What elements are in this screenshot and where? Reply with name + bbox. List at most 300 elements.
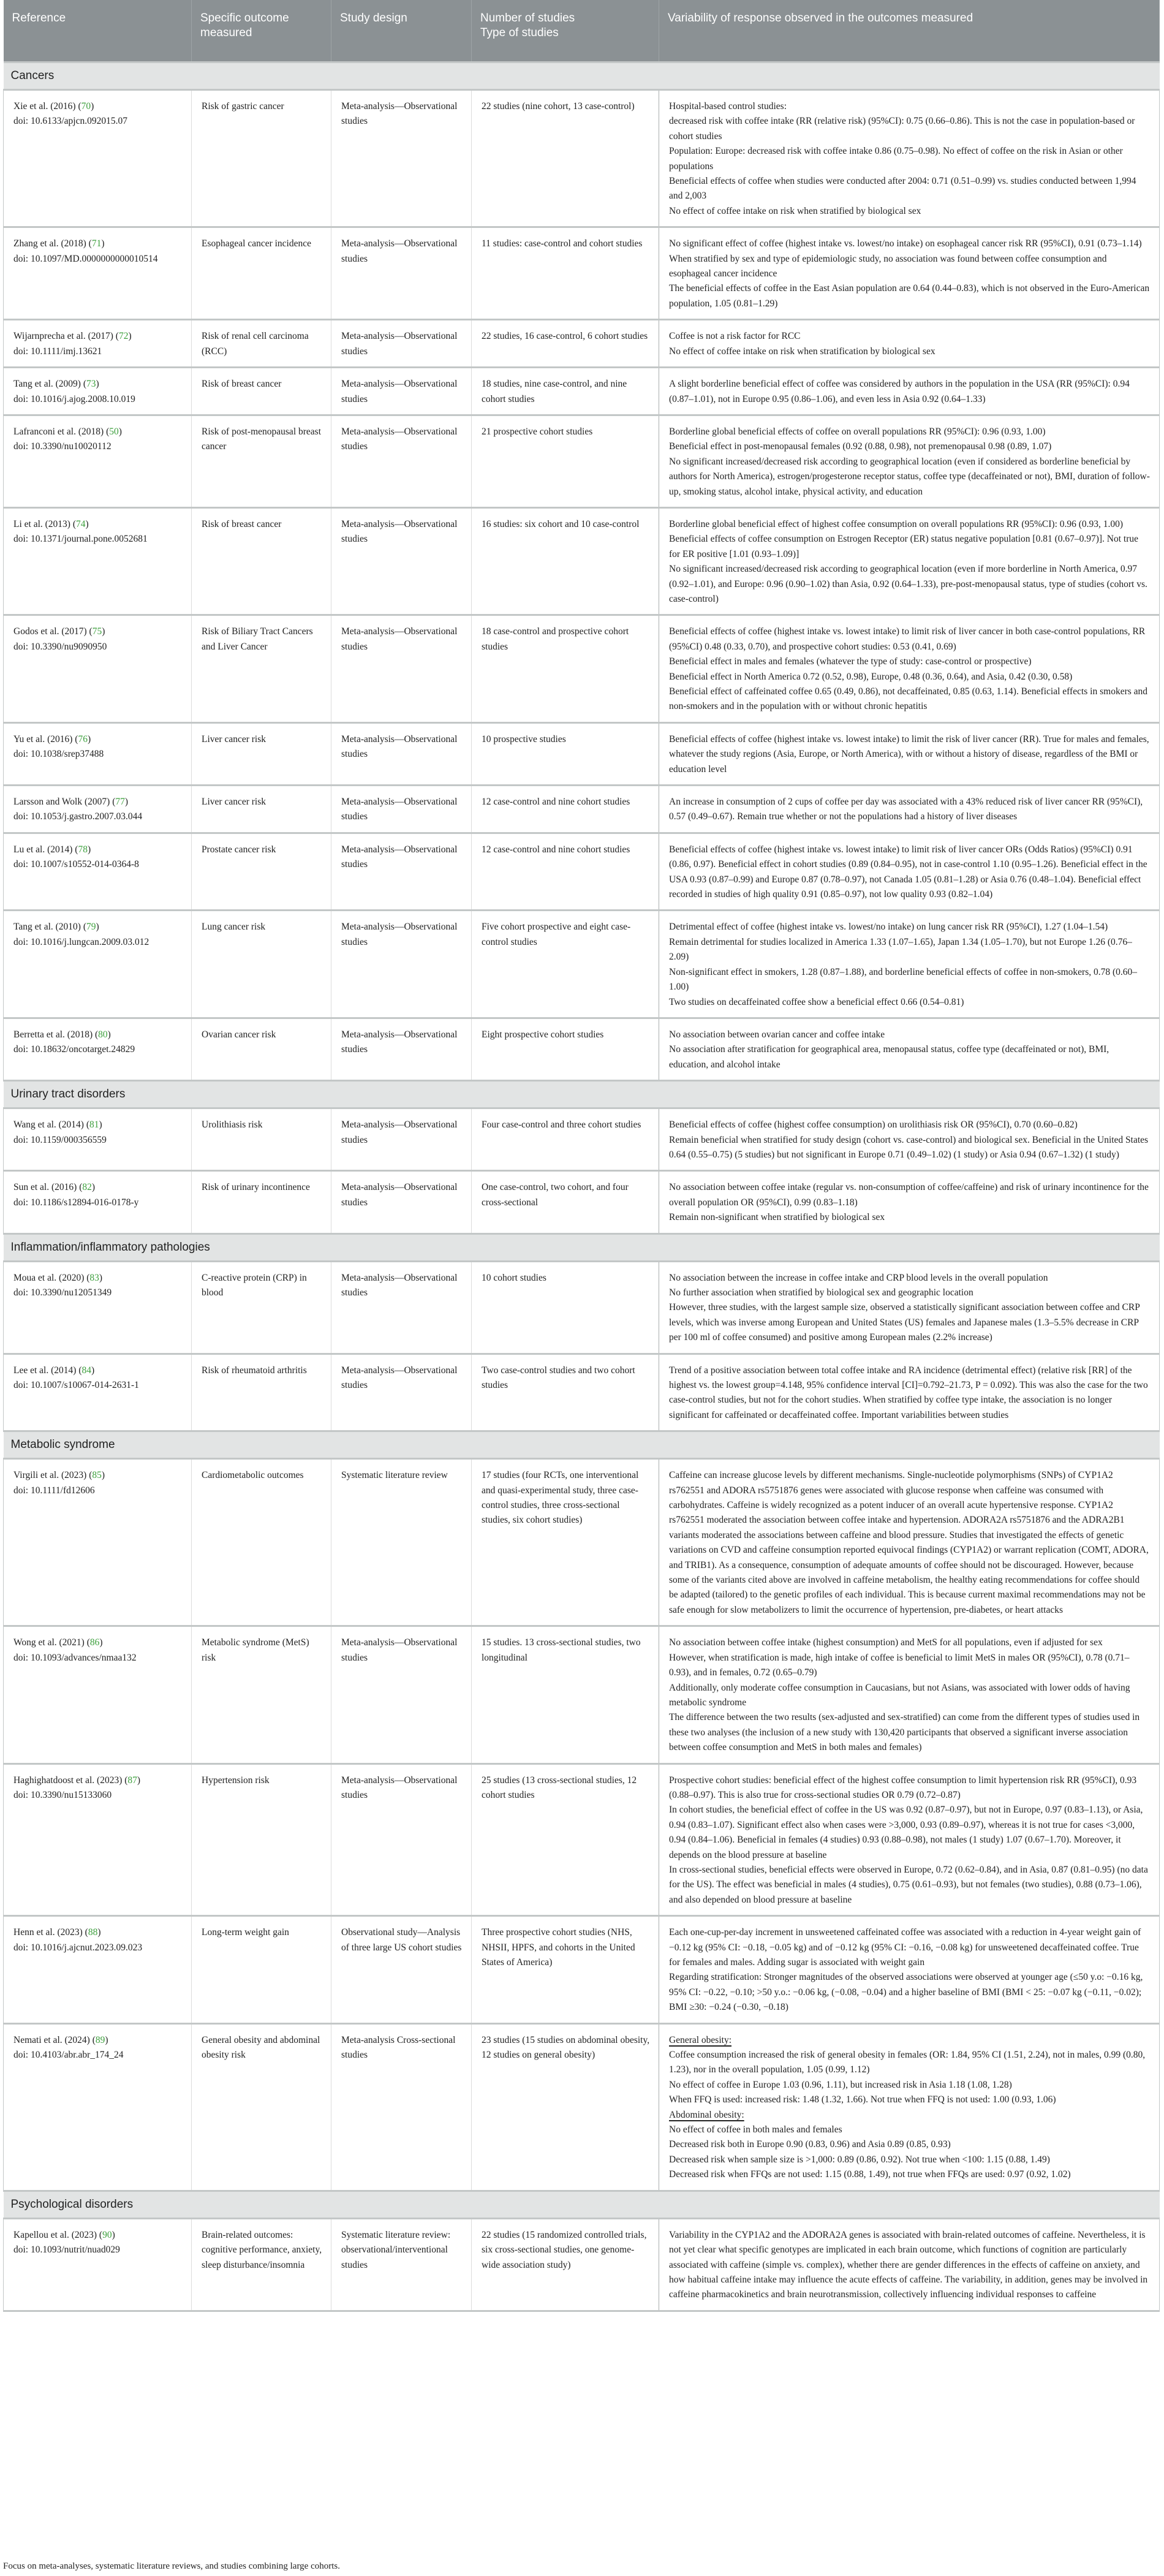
outcome-cell: Risk of breast cancer (192, 507, 331, 615)
design-cell: Meta-analysis—Observational studies (331, 415, 472, 507)
reference-cell (4, 1354, 192, 1431)
reference-doi: doi: 10.4103/abr.abr_174_24 (13, 2050, 124, 2061)
variability-paragraph: However, when stratification is made, high intake of coffee is beneficial to limit MetS in males OR (95%CI), 0.78 (0.71–0.93), and in females, 0.72 (0.65–0.79) (669, 1652, 1130, 1678)
variability-cell (659, 368, 1160, 415)
table-row (4, 415, 1160, 507)
reference-cell (4, 90, 192, 227)
variability-paragraph: Detrimental effect of coffee (highest intake vs. lowest/no intake) on lung cancer risk RR (95%CI), 1.27 (1.04–1.54) (669, 922, 1108, 933)
variability-cell (659, 1108, 1160, 1171)
reference-number-link[interactable]: 86 (89, 1637, 100, 1648)
design-cell: Meta-analysis Cross-sectional studies (331, 2023, 472, 2191)
design-cell: Meta-analysis—Observational studies (331, 368, 472, 415)
variability-subheading: General obesity: (669, 2034, 732, 2045)
table-row (4, 1261, 1160, 1354)
outcome-cell: Risk of renal cell carcinoma (RCC) (192, 320, 331, 368)
reference-number-link[interactable]: 76 (78, 733, 88, 744)
variability-paragraph: Non-significant effect in smokers, 1.28 (0.87–1.88), and borderline beneficial effects of coffee in non-smokers, 0.78 (0.60–1.00) (669, 966, 1138, 993)
variability-cell (659, 1354, 1160, 1431)
section-row (4, 1081, 1160, 1108)
variability-paragraph: Variability in the CYP1A2 and the ADORA2A genes is associated with brain-related outcomes of caffeine. Nevertheless, it is not yet clear what specific genotypes are implicated in each brain outcome, which functions of cognition are particularly associated with caffeine (simple vs. complex), whether there are gender differences in the effects of caffeine on anxiety, and how habitual caffeine intake may influence the acute effects of caffeine. The variability, in addition, genes may be involved in caffeine pharmacokinetics and brain neurotransmission, collectively influencing individual responses to caffeine (669, 2229, 1148, 2300)
variability-paragraph: Beneficial effects of coffee (highest intake vs. lowest intake) to limit risk of liver cancer in both case-control populations, RR (95%CI) 0.48 (0.33, 0.70), and prospective cohort studies: 0.53 (0.41, 0.69) (669, 626, 1146, 652)
reference-cell (4, 2218, 192, 2311)
reference-citation: Wijarnprecha et al. (2017) (72) (13, 331, 132, 342)
variability-paragraph: Caffeine can increase glucose levels by different mechanisms. Single-nucleotide polymorphisms (SNPs) of CYP1A2 rs762551 and ADORA rs5751876 genes were associated with glucose response when caffeine was consumed with carbohydrates. Caffeine is widely recognized as a potent inducer of an overall acute hypertensive response. CYP1A2 rs762551 moderated the association between coffee intake and hypertension. ADORA2A rs5751876 and the ADRA2B1 variants moderated the associations between caffeine and blood pressure. Studies that investigated the effects of genetic variations on CVD and caffeine consumption reported equivocal findings (CYP1A2) or warrant replication (COMT, ADORA, and TRIB1). As a consequence, consumption of adequate amounts of coffee should not be discouraged. However, because some of the variants cited above are involved in caffeine metabolism, the healthy eating recommendations for coffee should be adapted (tailored) to the genetic profiles of each individual. This is because current maximal recommendations may not be safe enough for slow metabolizers to limit the occurrence of hypertension, pre-diabetes, or heart attacks (669, 1470, 1149, 1615)
number-of-studies-cell: 23 studies (15 studies on abdominal obesity, 12 studies on general obesity) (472, 2023, 659, 2191)
variability-paragraph: Trend of a positive association between total coffee intake and RA incidence (detrimental effect) (relative risk [RR] of the highest vs. the lowest group=4.148, 95% confidence interval [CI]=0.792–21.73, P = 0.092). This was also the case for the two case-control studies, but not for the cohort studies. When stratified by coffee type intake, the association is no longer significant for caffeinated or decaffeinated coffee. Important variabilities between studies (669, 1365, 1148, 1420)
reference-number-link[interactable]: 85 (92, 1470, 102, 1481)
reference-number-link[interactable]: 70 (81, 101, 91, 112)
number-of-studies-cell: Eight prospective cohort studies (472, 1018, 659, 1080)
design-cell: Meta-analysis—Observational studies (331, 227, 472, 320)
reference-author: Tang et al. (2010) (13, 922, 81, 933)
reference-cell (4, 1763, 192, 1916)
section-title: Cancers (4, 63, 1160, 90)
variability-cell (659, 1018, 1160, 1080)
variability-paragraph: No association between ovarian cancer and coffee intake (669, 1029, 885, 1040)
variability-paragraph: In cross-sectional studies, beneficial effects were observed in Europe, 0.72 (0.62–0.84), and in Asia, 0.87 (0.81–0.95) (no data for the US). The effect was beneficial in males (4 studies), 0.75 (0.61–0.93), but not females (two studies), 0.88 (0.73–1.06), and also depended on blood pressure at baseline (669, 1864, 1148, 1905)
outcome-cell: Risk of post-menopausal breast cancer (192, 415, 331, 507)
header-reference-label: Reference (12, 12, 66, 25)
reference-cell (4, 1916, 192, 2023)
reference-citation: Godos et al. (2017) (75) (13, 626, 105, 637)
number-of-studies-cell: 18 studies, nine case-control, and nine cohort studies (472, 368, 659, 415)
number-of-studies-cell: 21 prospective cohort studies (472, 415, 659, 507)
variability-cell (659, 1626, 1160, 1763)
number-of-studies-cell: 16 studies: six cohort and 10 case-control (472, 507, 659, 615)
table-row (4, 507, 1160, 615)
reference-number-link[interactable]: 83 (89, 1272, 99, 1283)
reference-cell (4, 2023, 192, 2191)
variability-paragraph: No association after stratification for geographical area, menopausal status, coffee type (decaffeinated or not), BMI, education, and alcohol intake (669, 1044, 1109, 1070)
reference-author: Moua et al. (2020) (13, 1272, 85, 1283)
variability-paragraph: When stratified by sex and type of epidemiologic study, no association was found between coffee consumption and esophageal cancer incidence (669, 253, 1107, 279)
variability-paragraph: The beneficial effects of coffee in the East Asian population are 0.64 (0.44–0.83), which is not observed in the Euro-American population, 1.05 (0.81–1.29) (669, 283, 1150, 309)
header-variability (659, 0, 1160, 63)
design-cell: Meta-analysis—Observational studies (331, 1354, 472, 1431)
reference-doi: doi: 10.1371/journal.pone.0052681 (13, 534, 148, 545)
variability-cell (659, 320, 1160, 368)
variability-paragraph: Decreased risk when sample size is >1,000: 0.89 (0.86, 0.92). Not true when <100: 1.15 (0.88, 1.49) (669, 2154, 1050, 2165)
reference-cell (4, 615, 192, 722)
reference-author: Virgili et al. (2023) (13, 1470, 87, 1481)
variability-paragraph: Decreased risk both in Europe 0.90 (0.83, 0.96) and Asia 0.89 (0.85, 0.93) (669, 2139, 951, 2150)
table-row (4, 2023, 1160, 2191)
number-of-studies-cell: Five cohort prospective and eight case-control studies (472, 911, 659, 1018)
variability-cell (659, 1261, 1160, 1354)
reference-cell (4, 1171, 192, 1233)
reference-cell (4, 227, 192, 320)
number-of-studies-cell: 22 studies (nine cohort, 13 case-control) (472, 90, 659, 227)
reference-citation: Berretta et al. (2018) (80) (13, 1029, 111, 1040)
outcome-cell: Prostate cancer risk (192, 833, 331, 911)
reference-number-link[interactable]: 87 (127, 1775, 137, 1786)
number-of-studies-cell: Two case-control studies and two cohort studies (472, 1354, 659, 1431)
reference-author: Kapellou et al. (2023) (13, 2229, 97, 2240)
reference-doi: doi: 10.1016/j.ajcnut.2023.09.023 (13, 1942, 143, 1953)
variability-cell (659, 1763, 1160, 1916)
reference-cell (4, 368, 192, 415)
variability-paragraph: Beneficial effect in post-menopausal females (0.92 (0.88, 0.98), not premenopausal 0.98 (0.89, 1.07) (669, 441, 1052, 452)
reference-doi: doi: 10.1111/imj.13621 (13, 346, 102, 357)
variability-subheading: Abdominal obesity: (669, 2109, 744, 2120)
section-title: Urinary tract disorders (4, 1081, 1160, 1108)
reference-doi: doi: 10.1016/j.lungcan.2009.03.012 (13, 936, 149, 947)
reference-author: Sun et al. (2016) (13, 1182, 77, 1193)
variability-paragraph: Beneficial effect in North America 0.72 (0.52, 0.98), Europe, 0.48 (0.36, 0.64), and Asia, 0.42 (0.30, 0.58) (669, 671, 1073, 682)
reference-cell (4, 833, 192, 911)
reference-number-link[interactable]: 80 (98, 1029, 108, 1040)
variability-cell (659, 722, 1160, 785)
reference-number-link[interactable]: 88 (88, 1927, 98, 1938)
outcome-cell: Ovarian cancer risk (192, 1018, 331, 1080)
outcome-cell: Brain-related outcomes: cognitive performance, anxiety, sleep disturbance/insomnia (192, 2218, 331, 2311)
design-cell: Systematic literature review: observational/interventional studies (331, 2218, 472, 2311)
reference-citation: Wang et al. (2014) (81) (13, 1119, 102, 1131)
table-row (4, 227, 1160, 320)
design-cell: Meta-analysis—Observational studies (331, 1018, 472, 1080)
number-of-studies-cell: 22 studies, 16 case-control, 6 cohort studies (472, 320, 659, 368)
reference-citation: Tang et al. (2010) (79) (13, 922, 99, 933)
reference-author: Lu et al. (2014) (13, 844, 73, 855)
reference-number-link[interactable]: 50 (109, 426, 119, 437)
design-cell: Observational study—Analysis of three large US cohort studies (331, 1916, 472, 2023)
reference-doi: doi: 10.3390/nu15133060 (13, 1789, 112, 1800)
reference-number-link[interactable]: 73 (86, 379, 96, 390)
reference-doi: doi: 10.1186/s12894-016-0178-y (13, 1197, 139, 1208)
number-of-studies-cell: Four case-control and three cohort studies (472, 1108, 659, 1171)
outcome-cell: General obesity and abdominal obesity risk (192, 2023, 331, 2191)
section-title: Psychological disorders (4, 2191, 1160, 2218)
reference-doi: doi: 10.3390/nu10020112 (13, 441, 111, 452)
variability-paragraph: Beneficial effects of coffee consumption on Estrogen Receptor (ER) status negative population [0.81 (0.67–0.97)]. Not true for ER positive [1.01 (0.93–1.09)] (669, 534, 1139, 559)
table-row (4, 1626, 1160, 1763)
variability-paragraph: A slight borderline beneficial effect of coffee was considered by authors in the population in the USA (RR (95%CI): 0.94 (0.87–1.01), not in Europe 0.95 (0.86–1.06), and even less in Asia 0.92 (0.64–1.33) (669, 379, 1130, 404)
variability-paragraph: decreased risk with coffee intake (RR (relative risk) (95%CI): 0.75 (0.66–0.86). This is not the case in population-based or cohort studies (669, 116, 1135, 142)
reference-number-link[interactable]: 72 (118, 331, 129, 342)
table-header (4, 0, 1160, 63)
reference-doi: doi: 10.1097/MD.0000000000010514 (13, 253, 158, 264)
header-type-label: Type of studies (480, 26, 559, 39)
header-design (331, 0, 472, 63)
variability-paragraph: Coffee consumption increased the risk of general obesity in females (OR: 1.84, 95% CI (1.51, 2.24), not in males, 0.99 (0.80, 1.23), nor in the overall population, 1.05 (0.99, 1.12) (669, 2050, 1146, 2075)
design-cell: Meta-analysis—Observational studies (331, 90, 472, 227)
variability-paragraph: No effect of coffee intake on risk when stratified by biological sex (669, 205, 921, 216)
variability-paragraph: No effect of coffee in both males and females (669, 2124, 842, 2135)
variability-paragraph: Borderline global beneficial effects of coffee on overall populations RR (95%CI): 0.96 (0.93, 1.00) (669, 426, 1046, 437)
outcome-cell: Cardiometabolic outcomes (192, 1459, 331, 1626)
variability-cell (659, 227, 1160, 320)
reference-citation: Li et al. (2013) (74) (13, 518, 89, 529)
variability-paragraph: Population: Europe: decreased risk with coffee intake 0.86 (0.75–0.98). No effect of coffee on the risk in Asian or other populations (669, 146, 1123, 172)
variability-cell (659, 90, 1160, 227)
variability-cell (659, 2023, 1160, 2191)
reference-doi: doi: 10.1007/s10067-014-2631-1 (13, 1380, 139, 1390)
reference-citation: Yu et al. (2016) (76) (13, 733, 91, 744)
outcome-cell: Urolithiasis risk (192, 1108, 331, 1171)
reference-doi: doi: 10.1159/000356559 (13, 1134, 107, 1145)
reference-citation: Moua et al. (2020) (83) (13, 1272, 103, 1283)
variability-cell (659, 507, 1160, 615)
header-design-label: Study design (340, 12, 407, 25)
table-footnote: Focus on meta-analyses, systematic literature reviews, and studies combining large cohorts. (3, 2561, 340, 2571)
reference-doi: doi: 10.1093/advances/nmaa132 (13, 1652, 137, 1663)
section-row (4, 63, 1160, 90)
outcome-cell: Risk of rheumatoid arthritis (192, 1354, 331, 1431)
reference-cell (4, 1459, 192, 1626)
design-cell: Meta-analysis—Observational studies (331, 1108, 472, 1171)
table-row (4, 1459, 1160, 1626)
table-row (4, 1108, 1160, 1171)
reference-citation: Sun et al. (2016) (82) (13, 1182, 96, 1193)
variability-paragraph: The difference between the two results (sex-adjusted and sex-stratified) can come from the different types of studies used in these two analyses (the inclusion of a new study with 130,420 participants that observed a significant inverse association between coffee consumption and MetS in both males and females) (669, 1712, 1140, 1753)
variability-paragraph: No significant effect of coffee (highest intake vs. lowest/no intake) on esophageal cancer risk RR (95%CI), 0.91 (0.73–1.14) (669, 238, 1142, 249)
variability-paragraph: However, three studies, with the largest sample size, observed a statistically significant association between coffee and CRP levels, which was inverse among European and United States (US) females and Japanese males (1.3–5.5% decrease in CRP per 100 ml of coffee consumed) and positive among European males (2.2% increase) (669, 1302, 1140, 1343)
reference-citation: Kapellou et al. (2023) (90) (13, 2229, 115, 2240)
reference-doi: doi: 10.18632/oncotarget.24829 (13, 1044, 135, 1055)
variability-paragraph: Hospital-based control studies: (669, 101, 787, 112)
variability-paragraph: Beneficial effect in males and females (whatever the type of study: case-control or prospective) (669, 656, 1032, 667)
reference-cell (4, 911, 192, 1018)
variability-paragraph: No association between coffee intake (regular vs. non-consumption of coffee/caffeine) and risk of urinary incontinence for the overall population OR (95%CI), 0.99 (0.83–1.18) (669, 1182, 1149, 1208)
number-of-studies-cell: 15 studies. 13 cross-sectional studies, two longitudinal (472, 1626, 659, 1763)
number-of-studies-cell: 17 studies (four RCTs, one interventional and quasi-experimental study, three case-control studies, three cross-sectional studies, six cohort studies) (472, 1459, 659, 1626)
design-cell: Meta-analysis—Observational studies (331, 911, 472, 1018)
outcome-cell: Risk of gastric cancer (192, 90, 331, 227)
design-cell: Meta-analysis—Observational studies (331, 507, 472, 615)
reference-author: Berretta et al. (2018) (13, 1029, 93, 1040)
variability-cell (659, 786, 1160, 833)
variability-cell (659, 1916, 1160, 2023)
reference-number-link[interactable]: 82 (82, 1182, 92, 1193)
variability-paragraph: No association between the increase in coffee intake and CRP blood levels in the overall population (669, 1272, 1048, 1283)
reference-doi: doi: 10.3390/nu9090950 (13, 641, 107, 652)
design-cell: Systematic literature review (331, 1459, 472, 1626)
reference-citation: Nemati et al. (2024) (89) (13, 2034, 108, 2045)
reference-author: Tang et al. (2009) (13, 379, 81, 390)
variability-paragraph: Remain beneficial when stratified for study design (cohort vs. case-control) and biological sex. Beneficial in the United States 0.64 (0.55–0.75) (5 studies) but not significant in Europe 0.71 (0.49–1.02) (1 study) or Asia 0.94 (0.67–1.32) (1 study) (669, 1134, 1149, 1160)
reference-citation: Haghighatdoost et al. (2023) (87) (13, 1775, 141, 1786)
variability-paragraph: Borderline global beneficial effect of highest coffee consumption on overall populations RR (95%CI): 0.96 (0.93, 1.00) (669, 518, 1124, 529)
reference-author: Xie et al. (2016) (13, 101, 76, 112)
variability-paragraph: Each one-cup-per-day increment in unsweetened caffeinated coffee was associated with a reduction in 4-year weight gain of −0.12 kg (95% CI: −0.18, −0.05 kg) and of −0.12 kg (95% CI: −0.16, −0.08 kg) for unsweetened decaffeinated coffee. True for females and males. Adding sugar is associated with weight gain (669, 1927, 1141, 1968)
number-of-studies-cell: 12 case-control and nine cohort studies (472, 833, 659, 911)
reference-citation: Larsson and Wolk (2007) (77) (13, 797, 129, 808)
variability-paragraph: Coffee is not a risk factor for RCC (669, 331, 801, 342)
reference-cell (4, 1018, 192, 1080)
variability-paragraph: Beneficial effects of coffee (highest intake vs. lowest intake) to limit the risk of liver cancer (RR). True for males and females, whatever the study regions (Asia, Europe, or North America), with or without a history of disease, regardless of the BMI or education level (669, 733, 1149, 775)
header-outcome-label: Specific outcome measured (200, 12, 289, 39)
outcome-cell: Metabolic syndrome (MetS) risk (192, 1626, 331, 1763)
table-row (4, 368, 1160, 415)
number-of-studies-cell: Three prospective cohort studies (NHS, NHSII, HPFS, and cohorts in the United States of America) (472, 1916, 659, 2023)
variability-cell (659, 415, 1160, 507)
reference-number-link[interactable]: 77 (115, 797, 125, 808)
reference-citation: Henn et al. (2023) (88) (13, 1927, 101, 1938)
reference-citation: Lu et al. (2014) (78) (13, 844, 91, 855)
reference-cell (4, 1108, 192, 1171)
reference-author: Larsson and Wolk (2007) (13, 797, 110, 808)
table-row (4, 1018, 1160, 1080)
reference-number-link[interactable]: 81 (89, 1119, 99, 1131)
coffee-studies-table (3, 0, 1160, 2312)
reference-author: Henn et al. (2023) (13, 1927, 83, 1938)
section-row (4, 2191, 1160, 2218)
reference-author: Wong et al. (2021) (13, 1637, 85, 1648)
number-of-studies-cell: One case-control, two cohort, and four cross-sectional (472, 1171, 659, 1233)
reference-cell (4, 1626, 192, 1763)
design-cell: Meta-analysis—Observational studies (331, 1763, 472, 1916)
reference-doi: doi: 10.3390/nu12051349 (13, 1287, 112, 1298)
design-cell: Meta-analysis—Observational studies (331, 833, 472, 911)
table-row (4, 1354, 1160, 1431)
reference-number-link[interactable]: 79 (86, 922, 96, 933)
reference-author: Nemati et al. (2024) (13, 2034, 90, 2045)
table-row (4, 1916, 1160, 2023)
reference-author: Lee et al. (2014) (13, 1365, 77, 1376)
table-row (4, 320, 1160, 368)
reference-citation: Lee et al. (2014) (84) (13, 1365, 95, 1376)
design-cell: Meta-analysis—Observational studies (331, 1261, 472, 1354)
table-row (4, 833, 1160, 911)
reference-author: Wang et al. (2014) (13, 1119, 84, 1131)
table-row (4, 722, 1160, 785)
variability-paragraph: Remain non-significant when stratified by biological sex (669, 1212, 885, 1223)
variability-cell (659, 615, 1160, 722)
variability-cell (659, 2218, 1160, 2311)
variability-paragraph: Decreased risk when FFQs are not used: 1.15 (0.88, 1.49), not true when FFQs are used: 0.97 (0.92, 1.02) (669, 2169, 1071, 2180)
reference-doi: doi: 10.6133/apjcn.092015.07 (13, 116, 127, 127)
variability-paragraph: Remain detrimental for studies localized in America 1.33 (1.07–1.65), Japan 1.34 (1.05–1.70), but not Europe 1.26 (0.76–2.09) (669, 936, 1132, 963)
variability-cell (659, 1459, 1160, 1626)
section-title: Inflammation/inflammatory pathologies (4, 1233, 1160, 1261)
outcome-cell: Risk of urinary incontinence (192, 1171, 331, 1233)
reference-number-link[interactable]: 78 (78, 844, 88, 855)
reference-citation: Xie et al. (2016) (70) (13, 101, 94, 112)
table-row (4, 90, 1160, 227)
reference-doi: doi: 10.1111/fd12606 (13, 1485, 95, 1496)
number-of-studies-cell: 22 studies (15 randomized controlled trials, six cross-sectional studies, one genome-wide association study) (472, 2218, 659, 2311)
variability-paragraph: No further association when stratified by biological sex and geographic location (669, 1287, 973, 1298)
design-cell: Meta-analysis—Observational studies (331, 1171, 472, 1233)
number-of-studies-cell: 18 case-control and prospective cohort studies (472, 615, 659, 722)
reference-doi: doi: 10.1007/s10552-014-0364-8 (13, 859, 139, 870)
outcome-cell: Liver cancer risk (192, 786, 331, 833)
header-outcome (192, 0, 331, 63)
design-cell: Meta-analysis—Observational studies (331, 320, 472, 368)
outcome-cell: Lung cancer risk (192, 911, 331, 1018)
variability-cell (659, 911, 1160, 1018)
design-cell: Meta-analysis—Observational studies (331, 1626, 472, 1763)
reference-doi: doi: 10.1093/nutrit/nuad029 (13, 2245, 120, 2256)
number-of-studies-cell: 11 studies: case-control and cohort studies (472, 227, 659, 320)
table-row (4, 1171, 1160, 1233)
reference-citation: Zhang et al. (2018) (71) (13, 238, 105, 249)
variability-paragraph: Prospective cohort studies: beneficial effect of the highest coffee consumption to limit hypertension risk RR (95%CI), 0.93 (0.88–0.97). This is also true for cross-sectional studies OR 0.79 (0.72–0.87) (669, 1775, 1137, 1800)
reference-citation: Virgili et al. (2023) (85) (13, 1470, 105, 1481)
section-row (4, 1431, 1160, 1459)
reference-citation: Lafranconi et al. (2018) (50) (13, 426, 122, 437)
variability-paragraph: Additionally, only moderate coffee consumption in Caucasians, but not Asians, was associated with lower odds of having metabolic syndrome (669, 1682, 1130, 1708)
reference-doi: doi: 10.1016/j.ajog.2008.10.019 (13, 393, 135, 404)
variability-paragraph: Two studies on decaffeinated coffee show a beneficial effect 0.66 (0.54–0.81) (669, 996, 964, 1007)
outcome-cell: C-reactive protein (CRP) in blood (192, 1261, 331, 1354)
section-row (4, 1233, 1160, 1261)
number-of-studies-cell: 10 prospective studies (472, 722, 659, 785)
reference-author: Zhang et al. (2018) (13, 238, 86, 249)
table-row (4, 786, 1160, 833)
number-of-studies-cell: 10 cohort studies (472, 1261, 659, 1354)
outcome-cell: Esophageal cancer incidence (192, 227, 331, 320)
section-title: Metabolic syndrome (4, 1431, 1160, 1459)
variability-paragraph: No effect of coffee in Europe 1.03 (0.96, 1.11), but increased risk in Asia 1.18 (1.08, 1.28) (669, 2079, 1012, 2090)
variability-paragraph: No association between coffee intake (highest consumption) and MetS for all populations, even if adjusted for sex (669, 1637, 1103, 1648)
variability-paragraph: Beneficial effect of caffeinated coffee 0.65 (0.49, 0.86), not decaffeinated, 0.85 (0.63, 1.14). Beneficial effects in smokers and non-smokers and in the population with or without chronic hepatitis (669, 686, 1148, 712)
variability-paragraph: An increase in consumption of 2 cups of coffee per day was associated with a 43% reduced risk of liver cancer RR (95%CI), 0.57 (0.49–0.67). Remain true whether or not the populations had a history of liver diseases (669, 797, 1143, 822)
reference-number-link[interactable]: 89 (95, 2034, 105, 2045)
reference-author: Yu et al. (2016) (13, 733, 73, 744)
variability-paragraph: When FFQ is used: increased risk: 1.48 (1.32, 1.66). Not true when FFQ is not used: 1.00 (0.93, 1.06) (669, 2094, 1056, 2105)
table-row (4, 1763, 1160, 1916)
variability-paragraph: In cohort studies, the beneficial effect of coffee in the US was 0.92 (0.87–0.97), but not in Europe, 0.97 (0.83–1.13), or Asia, 0.94 (0.83–1.07). Significant effect also when cases were >3,000, 0.93 (0.89–0.97), whereas it is not true for cases <3,000, 0.94 (0.84–1.06). Beneficial in females (4 studies) 0.93 (0.88–0.98), not males (1 study) 1.07 (0.67–1.70). Moreover, it depends on the blood pressure at baseline (669, 1805, 1143, 1860)
outcome-cell: Long-term weight gain (192, 1916, 331, 2023)
reference-author: Wijarnprecha et al. (2017) (13, 331, 113, 342)
reference-number-link[interactable]: 90 (102, 2229, 112, 2240)
reference-cell (4, 415, 192, 507)
reference-cell (4, 507, 192, 615)
header-variability-label: Variability of response observed in the outcomes measured (668, 12, 973, 25)
outcome-cell: Liver cancer risk (192, 722, 331, 785)
reference-citation: Wong et al. (2021) (86) (13, 1637, 103, 1648)
table-body (4, 63, 1160, 2311)
table-row (4, 2218, 1160, 2311)
header-number-label: Number of studies (480, 12, 575, 25)
reference-cell (4, 320, 192, 368)
reference-number-link[interactable]: 71 (91, 238, 102, 249)
variability-paragraph: Beneficial effects of coffee (highest coffee consumption) on urolithiasis risk OR (95%CI), 0.70 (0.60–0.82) (669, 1119, 1078, 1131)
variability-paragraph: Beneficial effects of coffee (highest intake vs. lowest intake) to limit risk of liver cancer ORs (Odds Ratios) (95%CI) 0.91 (0.86, 0.97). Beneficial effect in cohort studies (0.89 (0.84–0.95), not in case-control 1.10 (0.95–1.26). Beneficial effect in the USA 0.93 (0.87–0.99) and Europe 0.87 (0.78–0.97), not Canada 1.05 (0.81–1.28) or Asia 0.76 (0.48–1.04). Beneficial effect recorded in studies of high quality 0.91 (0.85–0.97), not low quality 0.93 (0.82–1.04) (669, 844, 1147, 900)
header-reference (4, 0, 192, 63)
reference-doi: doi: 10.1038/srep37488 (13, 749, 104, 760)
table-row (4, 615, 1160, 722)
reference-author: Li et al. (2013) (13, 518, 70, 529)
outcome-cell: Risk of Biliary Tract Cancers and Liver Cancer (192, 615, 331, 722)
number-of-studies-cell: 25 studies (13 cross-sectional studies, 12 cohort studies (472, 1763, 659, 1916)
variability-paragraph: No significant increased/decreased risk according to geographical location (even if considered as borderline beneficial by authors for North America), estrogen/progesterone receptor status, coffee type (decaffeinated or not), BMI, duration of follow-up, smoking status, alcohol intake, physical activity, and education (669, 456, 1150, 497)
outcome-cell: Hypertension risk (192, 1763, 331, 1916)
variability-cell (659, 833, 1160, 911)
design-cell: Meta-analysis—Observational studies (331, 722, 472, 785)
reference-author: Godos et al. (2017) (13, 626, 87, 637)
variability-cell (659, 1171, 1160, 1233)
reference-author: Lafranconi et al. (2018) (13, 426, 104, 437)
header-number (472, 0, 659, 63)
variability-paragraph: No effect of coffee intake on risk when stratification by biological sex (669, 346, 935, 357)
reference-number-link[interactable]: 84 (81, 1365, 91, 1376)
reference-cell (4, 1261, 192, 1354)
number-of-studies-cell: 12 case-control and nine cohort studies (472, 786, 659, 833)
reference-cell (4, 786, 192, 833)
reference-doi: doi: 10.1053/j.gastro.2007.03.044 (13, 811, 143, 822)
variability-paragraph: Regarding stratification: Stronger magnitudes of the observed associations were observed at younger age (≤50 y.o: −0.16 kg, 95% CI: −0.22, −0.10; >50 y.o.: −0.06 kg, (−0.08, −0.04) and a higher baseline of BMI (BMI < 25: −0.07 kg (−0.11, −0.02); BMI ≥30: −0.24 (−0.30, −0.18) (669, 1972, 1143, 2013)
variability-paragraph: Beneficial effects of coffee when studies were conducted after 2004: 0.71 (0.51–0.99) vs. studies conducted between 1,994 and 2,003 (669, 176, 1136, 202)
table-row (4, 911, 1160, 1018)
reference-number-link[interactable]: 74 (76, 518, 86, 529)
reference-citation: Tang et al. (2009) (73) (13, 379, 99, 390)
reference-number-link[interactable]: 75 (92, 626, 102, 637)
variability-paragraph: No significant increased/decreased risk according to geographical location (even if more borderline in North America, 0.97 (0.92–1.01), and Europe: 0.96 (0.90–1.02) than Asia, 0.92 (0.64–1.33), pre-post-menopausal status, type of studies (cohort vs. case-control) (669, 564, 1147, 604)
reference-author: Haghighatdoost et al. (2023) (13, 1775, 123, 1786)
reference-cell (4, 722, 192, 785)
